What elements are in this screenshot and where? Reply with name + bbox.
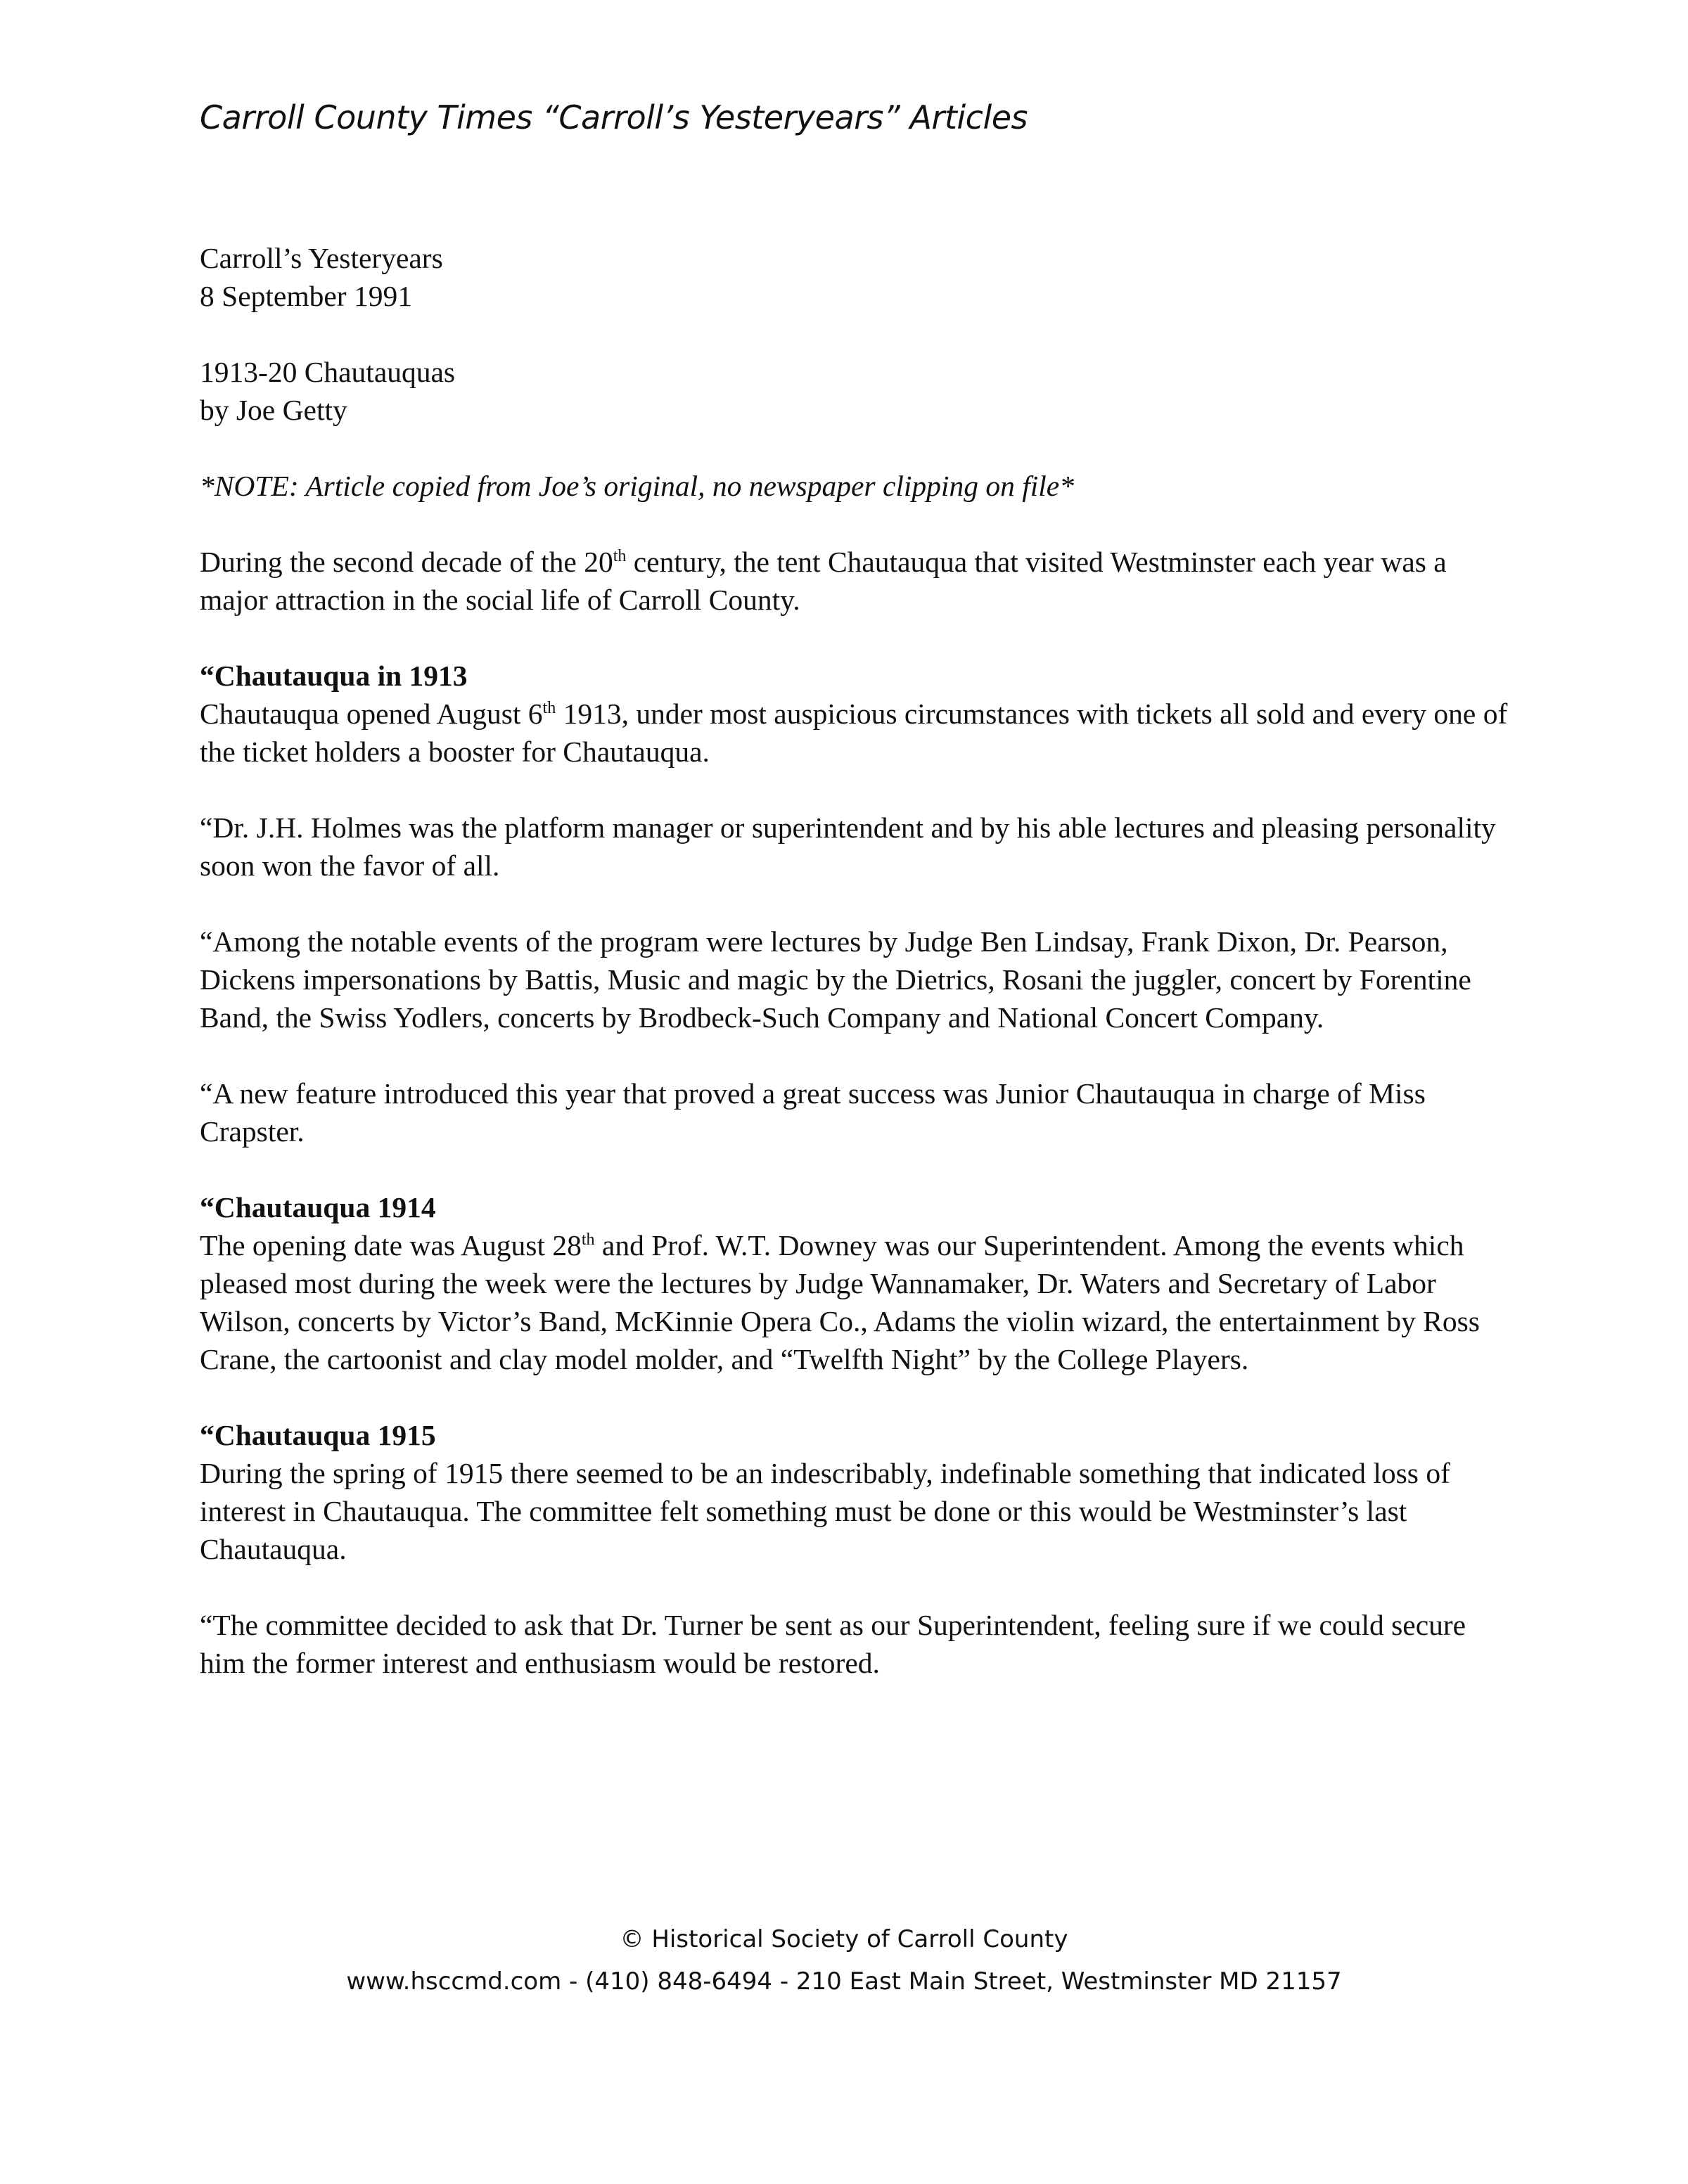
paragraph-1914: The opening date was August 28th and Prof. W.T. Downey was our Superintendent. Among the events which pleased most during the week were the lectures by Judge Wannamaker, Dr. Waters and Secretary of Labor Wilson, concerts by Victor’s Band, McKinnie Opera Co., Adams the violin wizard, the entertainment by Ross Crane, the cartoonist and clay model molder, and “Twelfth Night” by the College Players. xyxy=(200,1229,1480,1375)
section-heading-1915: “Chautauqua 1915 xyxy=(200,1419,436,1451)
running-header: Carroll County Times “Carroll’s Yesteryears” Articles xyxy=(200,98,1028,136)
section-heading-1913: “Chautauqua in 1913 xyxy=(200,660,468,692)
paragraph-1913-opening: Chautauqua opened August 6th 1913, under most auspicious circumstances with tickets all sold and every one of the ticket holders a booster for Chautauqua. xyxy=(200,698,1508,768)
publication-date: 8 September 1991 xyxy=(200,280,412,312)
article-body xyxy=(200,239,1508,1720)
intro-paragraph: During the second decade of the 20th century, the tent Chautauqua that visited Westminster each year was a major attraction in the social life of Carroll County. xyxy=(200,546,1447,616)
paragraph-1915-committee: “The committee decided to ask that Dr. Turner be sent as our Superintendent, feeling sure if we could secure him the former interest and enthusiasm would be restored. xyxy=(200,1609,1466,1679)
paragraph-1913-junior: “A new feature introduced this year that proved a great success was Junior Chautauqua in charge of Miss Crapster. xyxy=(200,1077,1426,1148)
column-name: Carroll’s Yesteryears xyxy=(200,242,443,274)
paragraph-1913-holmes: “Dr. J.H. Holmes was the platform manager or superintendent and by his able lectures and pleasing personality soon won the favor of all. xyxy=(200,811,1496,882)
byline: by Joe Getty xyxy=(200,394,347,426)
footer-copyright: © Historical Society of Carroll County xyxy=(620,1925,1068,1953)
section-heading-1914: “Chautauqua 1914 xyxy=(200,1191,436,1223)
footer-contact: www.hsccmd.com - (410) 848-6494 - 210 East Main Street, Westminster MD 21157 xyxy=(346,1967,1342,1996)
paragraph-1913-events: “Among the notable events of the program were lectures by Judge Ben Lindsay, Frank Dixon, Dr. Pearson, Dickens impersonations by Battis, Music and magic by the Dietrics, Rosani the juggler, concert by Forentine Band, the Swiss Yodlers, concerts by Brodbeck-Such Company and National Concert Company. xyxy=(200,925,1471,1034)
paragraph-1915-spring: During the spring of 1915 there seemed to be an indescribably, indefinable something that indicated loss of interest in Chautauqua. The committee felt something must be done or this would be Westminster’s last Chautauqua. xyxy=(200,1457,1450,1565)
article-title: 1913-20 Chautauquas xyxy=(200,356,456,388)
editor-note: *NOTE: Article copied from Joe’s original, no newspaper clipping on file* xyxy=(200,470,1074,502)
